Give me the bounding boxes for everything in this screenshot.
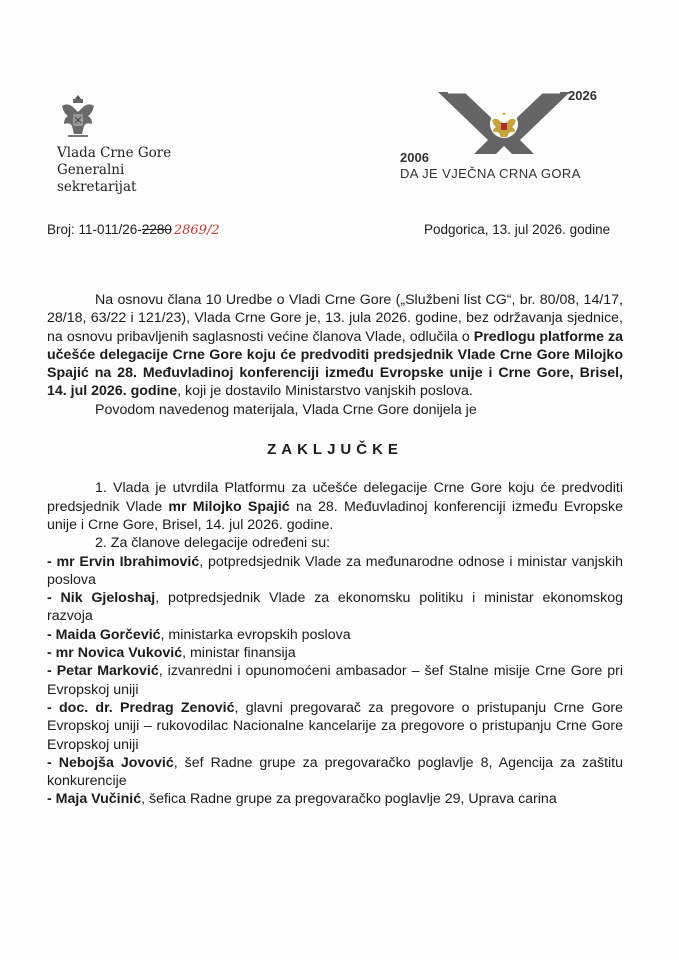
handwritten-number: 2869/2	[173, 223, 220, 238]
delegate-role: , ministarka evropskih poslova	[160, 626, 351, 643]
conclusion-1-name: mr Milojko Spajić	[168, 498, 290, 515]
delegate-name: - Nebojša Jovović	[47, 754, 174, 771]
delegate-item	[47, 589, 623, 626]
delegate-role: , glavni pregovarač za pregovore o pristupanju Crne Gore Evropskoj uniji – rukovodilac Nacionalne kancelarije za pregovore o pristupanju Crne Gore Evropskoj uniji	[47, 699, 624, 753]
delegate-name: - Nik Gjeloshaj	[47, 590, 156, 607]
logo-year-end: 2026	[568, 88, 597, 103]
reference-number	[47, 222, 220, 238]
coat-of-arms-icon	[58, 92, 98, 142]
delegate-role: , šef Radne grupe za pregovaračko poglavlje 8, Agencija za zaštitu konkurencije	[47, 754, 623, 790]
reference-struck-number: 2280	[141, 222, 172, 237]
delegate-item	[47, 644, 623, 662]
delegate-role: , šefica Radne grupe za pregovaračko poglavlje 29, Uprava carina	[141, 791, 557, 808]
logo-motto: DA JE VJEČNA CRNA GORA	[400, 166, 581, 181]
delegate-name: - doc. dr. Predrag Zenović	[47, 699, 235, 716]
intro-text: Na osnovu člana 10 Uredbe o Vladi Crne Gore („Službeni list CG“, br. 80/08, 14/17, 28/18, 63/22 i 121/23), Vlada Crne Gore je, 13. jula 2026. godine, bez održavanja sjednice, na osnovu pribavljenih saglasnosti većine članova Vlade, odlučila o	[47, 292, 623, 345]
intro-paragraph	[47, 291, 623, 401]
document-body	[47, 291, 623, 809]
conclusion-2-intro: 2. Za članove delegacije određeni su:	[95, 535, 331, 552]
logo-year-start: 2006	[400, 150, 429, 165]
delegate-item	[47, 626, 623, 644]
conclusion-1	[47, 479, 623, 534]
montenegro-coat-of-arms-icon	[434, 90, 574, 156]
delegate-name: - Petar Marković	[47, 663, 159, 680]
delegate-item	[47, 553, 623, 590]
organization-name	[57, 145, 171, 196]
delegate-item	[47, 662, 623, 699]
org-line: Generalni	[57, 162, 125, 178]
intro-bold-subject: Predlogu platforme za učešće delegacije Crne Gore koju će predvoditi predsjednik Vlade Crne Gore Milojko Spajić na 28. Međuvladinoj konferenciji između Evropske unije i Crne Gore, Brisel, 14. jul 2026. godine	[47, 328, 623, 400]
delegate-role: , izvanredni i opunomoćeni ambasador – šef Stalne misije Crne Gore pri Evropskoj uniji	[47, 663, 624, 698]
delegate-role: , potpredsjednik Vlade za ekonomsku politiku i ministar ekonomskog razvoja	[47, 590, 623, 625]
reference-label: Broj: 11-011/26-	[47, 222, 142, 237]
intro-text-end: , koji je dostavilo Ministarstvo vanjskih poslova.	[177, 383, 473, 400]
delegate-item	[47, 790, 623, 808]
delegate-name: - Maida Gorčević	[47, 626, 161, 643]
delegate-name: - mr Novica Vuković	[47, 645, 183, 662]
anniversary-logo	[398, 86, 618, 186]
delegate-role: , potpredsjednik Vlade za međunarodne odnose i ministar vanjskih poslova	[47, 553, 624, 588]
org-line: Vlada Crne Gore	[57, 145, 172, 161]
intro-second-paragraph: Povodom navedenog materijala, Vlada Crne Gore donijela je	[95, 401, 477, 418]
section-title: ZAKLJUČKE	[267, 441, 403, 459]
conclusion-1-text: 1. Vlada je utvrdila Platformu za učešće delegacije Crne Gore koju će predvoditi predsjednik Vlade	[47, 480, 623, 515]
place-date: Podgorica, 13. jul 2026. godine	[424, 222, 611, 237]
delegate-role: , ministar finansija	[182, 645, 296, 662]
delegate-name: - Maja Vučinić	[47, 791, 142, 808]
delegate-item	[47, 754, 623, 791]
delegate-name: - mr Ervin Ibrahimović	[47, 553, 200, 570]
delegate-item	[47, 699, 623, 754]
conclusion-1-text-end: na 28. Međuvladinoj konferenciji između Evropske unije i Crne Gore, Brisel, 14. jul 2026. godine.	[47, 498, 623, 533]
org-line: sekretarijat	[57, 179, 137, 195]
